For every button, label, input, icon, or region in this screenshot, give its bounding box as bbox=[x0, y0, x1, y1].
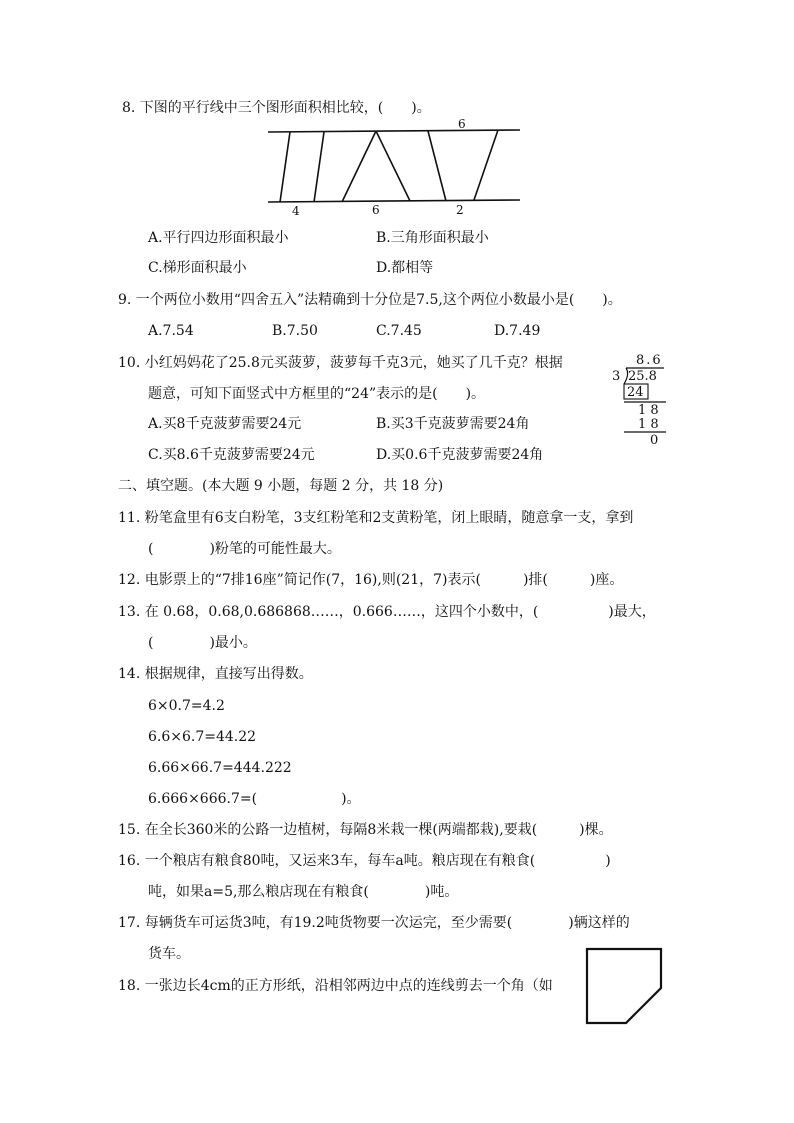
q13-line1: 13. 在 0.68，0.68,0.686868……，0.666……，这四个小数中，( )最大， bbox=[118, 604, 656, 620]
q9-option-b: B.7.50 bbox=[272, 323, 318, 339]
q14-eq4: 6.666×666.7=( )。 bbox=[148, 791, 361, 807]
q15-line1: 15. 在全长360米的公路一边植树，每隔8米栽一棵(两端都栽),要栽( )棵。 bbox=[118, 822, 613, 838]
q10-step2: 1 8 bbox=[638, 417, 659, 432]
q8-label-bottom-left: 4 bbox=[292, 204, 300, 218]
q10-option-c: C.买8.6千克菠萝需要24元 bbox=[148, 447, 315, 463]
q8-option-a: A.平行四边形面积最小 bbox=[148, 230, 289, 246]
q9-option-c: C.7.45 bbox=[376, 323, 422, 339]
q10-step1: 24 bbox=[627, 385, 644, 400]
q8-option-b: B.三角形面积最小 bbox=[376, 230, 489, 246]
q17-line2: 货车。 bbox=[148, 946, 190, 962]
q9-option-d: D.7.49 bbox=[494, 323, 541, 339]
q11-line2: ( )粉笔的可能性最大。 bbox=[148, 541, 341, 557]
q18-line1: 18. 一张边长4cm的正方形纸，沿相邻两边中点的连线剪去一个角（如 bbox=[118, 978, 553, 994]
q18-cut-square-figure bbox=[584, 946, 666, 1028]
q14-eq3: 6.66×66.7=444.222 bbox=[148, 760, 292, 776]
q10-option-d: D.买0.6千克菠萝需要24角 bbox=[376, 447, 544, 463]
q10-quotient: 8.6 bbox=[636, 353, 663, 368]
q10-dividend: 25.8 bbox=[628, 369, 657, 384]
q9-option-a: A.7.54 bbox=[148, 323, 194, 339]
section2-heading: 二、填空题。(本大题 9 小题，每题 2 分，共 18 分) bbox=[118, 478, 444, 494]
q10-line1: 10. 小红妈妈花了25.8元买菠萝，菠萝每千克3元，她买了几千克？根据 bbox=[118, 355, 563, 371]
q8-option-c: C.梯形面积最小 bbox=[148, 260, 247, 276]
q8-option-d: D.都相等 bbox=[376, 260, 434, 276]
q12-line1: 12. 电影票上的“7排16座”简记作(7，16),则(21，7)表示( )排( )座。 bbox=[118, 572, 624, 588]
q11-line1: 11. 粉笔盒里有6支白粉笔，3支红粉笔和2支黄粉笔，闭上眼睛，随意拿一支，拿到 bbox=[118, 510, 634, 526]
q13-line2: ( )最小。 bbox=[148, 635, 257, 651]
q10-option-b: B.买3千克菠萝需要24角 bbox=[376, 416, 530, 432]
q14-eq2: 6.6×6.7=44.22 bbox=[148, 729, 257, 745]
q17-line1: 17. 每辆货车可运货3吨，有19.2吨货物要一次运完，至少需要( )辆这样的 bbox=[118, 915, 630, 931]
q14-line1: 14. 根据规律，直接写出得数。 bbox=[118, 666, 313, 682]
q16-line1: 16. 一个粮店有粮食80吨，又运来3车，每车a吨。粮店现在有粮食( ) bbox=[118, 853, 611, 869]
q8-parallel-lines-figure bbox=[262, 118, 532, 218]
q8-label-top: 6 bbox=[458, 118, 466, 131]
q9-stem: 9. 一个两位小数用“四舍五入”法精确到十分位是7.5,这个两位小数最小是( )。 bbox=[118, 292, 622, 308]
q10-remainder1: 1 8 bbox=[638, 403, 659, 418]
q8-label-bottom-mid: 6 bbox=[372, 203, 380, 217]
q14-eq1: 6×0.7=4.2 bbox=[148, 698, 225, 714]
q10-divisor: 3 bbox=[612, 369, 621, 384]
q10-result: 0 bbox=[650, 433, 659, 448]
q10-line2: 题意，可知下面竖式中方框里的“24”表示的是( )。 bbox=[148, 386, 486, 402]
q8-stem: 8. 下图的平行线中三个图形面积相比较，( )。 bbox=[122, 100, 431, 116]
q16-line2: 吨，如果a=5,那么粮店现在有粮食( )吨。 bbox=[148, 884, 459, 900]
q8-label-bottom-right: 2 bbox=[456, 203, 464, 217]
q10-option-a: A.买8千克菠萝需要24元 bbox=[148, 416, 302, 432]
q10-long-division bbox=[606, 350, 686, 450]
